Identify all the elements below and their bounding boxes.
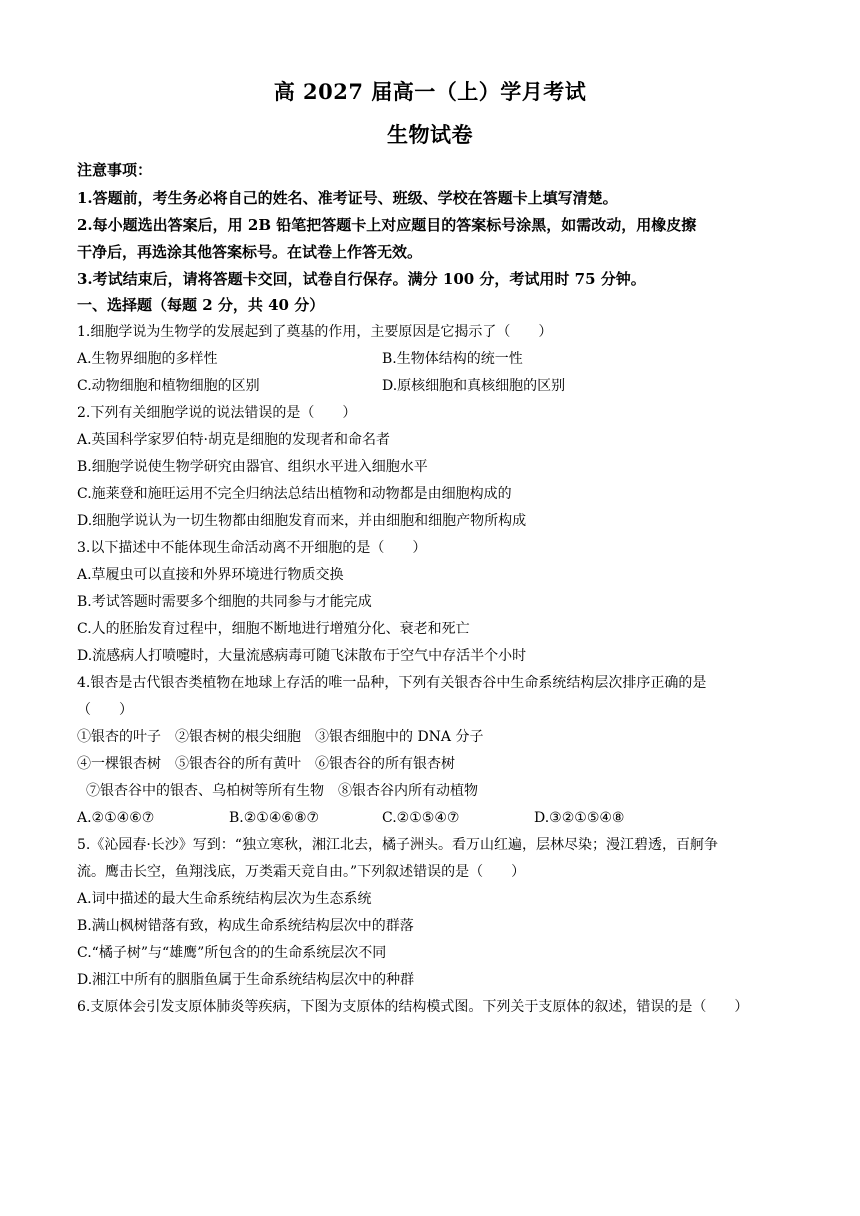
q5-option-a: A.词中描述的最大生命系统结构层次为生态系统 [77,891,372,907]
notice-item-2: 2.每小题选出答案后，用 2B 铅笔把答题卡上对应题目的答案标号涂黑，如需改动，用橡皮擦 [77,216,697,234]
q4-option-a: A.②①④⑥⑦ [77,810,155,826]
q2-stem: 2.下列有关细胞学说的说法错误的是（ ） [77,405,357,421]
notice-item-3: 3.考试结束后，请将答题卡交回，试卷自行保存。满分 100 分，考试用时 75 分钟。 [77,270,646,288]
q1-option-c: C.动物细胞和植物细胞的区别 [77,378,260,394]
notice-item-2-cont: 干净后，再选涂其他答案标号。在试卷上作答无效。 [77,243,423,261]
notice-item-1: 1.答题前，考生务必将自己的姓名、准考证号、班级、学校在答题卡上填写清楚。 [77,189,618,207]
notice-heading: 注意事项： [77,161,153,179]
q3-option-a: A.草履虫可以直接和外界环境进行物质交换 [77,567,344,583]
q1-option-b: B.生物体结构的统一性 [382,351,523,367]
exam-title: 高 2027 届高一（上）学月考试 [273,79,587,104]
q4-items-2: ④一棵银杏树 ⑤银杏谷的所有黄叶 ⑥银杏谷的所有银杏树 [77,756,455,772]
q3-stem: 3.以下描述中不能体现生命活动离不开细胞的是（ ） [77,540,427,556]
q5-option-c: C.“橘子树”与“雄鹰”所包含的的生命系统层次不同 [77,945,387,961]
q2-option-b: B.细胞学说使生物学研究由器官、组织水平进入细胞水平 [77,459,428,475]
q3-option-c: C.人的胚胎发育过程中，细胞不断地进行增殖分化、衰老和死亡 [77,621,470,637]
q6-stem: 6.支原体会引发支原体肺炎等疾病，下图为支原体的结构模式图。下列关于支原体的叙述，错误的是（ ） [77,999,749,1015]
q4-items-1: ①银杏的叶子 ②银杏树的根尖细胞 ③银杏细胞中的 DNA 分子 [77,729,484,745]
q1-stem: 1.细胞学说为生物学的发展起到了奠基的作用，主要原因是它揭示了（ ） [77,324,553,340]
section-heading: 一、选择题（每题 2 分，共 40 分） [77,296,325,314]
q4-stem: 4.银杏是古代银杏类植物在地球上存活的唯一品种，下列有关银杏谷中生命系统结构层次排序正确的是 [77,675,707,691]
q2-option-d: D.细胞学说认为一切生物都由细胞发育而来，并由细胞和细胞产物所构成 [77,513,527,529]
exam-subtitle: 生物试卷 [387,122,473,147]
q1-option-d: D.原核细胞和真核细胞的区别 [382,378,566,394]
q5-option-b: B.满山枫树错落有致，构成生命系统结构层次中的群落 [77,918,414,934]
q1-option-a: A.生物界细胞的多样性 [77,351,218,367]
q5-stem-cont: 流。鹰击长空，鱼翔浅底，万类霜天竞自由。”下列叙述错误的是（ ） [77,864,526,880]
q4-option-d: D.③②①⑤④⑧ [534,810,625,826]
q3-option-d: D.流感病人打喷嚏时，大量流感病毒可随飞沫散布于空气中存活半个小时 [77,648,527,664]
q2-option-c: C.施莱登和施旺运用不完全归纳法总结出植物和动物都是由细胞构成的 [77,486,512,502]
q4-items-3: ⑦银杏谷中的银杏、乌柏树等所有生物 ⑧银杏谷内所有动植物 [86,783,478,799]
q4-option-b: B.②①④⑥⑧⑦ [229,810,320,826]
q5-option-d: D.湘江中所有的胭脂鱼属于生命系统结构层次中的种群 [77,972,415,988]
q4-stem-cont: （ ） [77,702,133,718]
q4-option-c: C.②①⑤④⑦ [382,810,460,826]
q2-option-a: A.英国科学家罗伯特·胡克是细胞的发现者和命名者 [77,432,391,448]
q5-stem: 5.《沁园春·长沙》写到：“独立寒秋，湘江北去，橘子洲头。看万山红遍，层林尽染；漫江碧透，百舸争 [77,837,718,853]
q3-option-b: B.考试答题时需要多个细胞的共同参与才能完成 [77,594,372,610]
